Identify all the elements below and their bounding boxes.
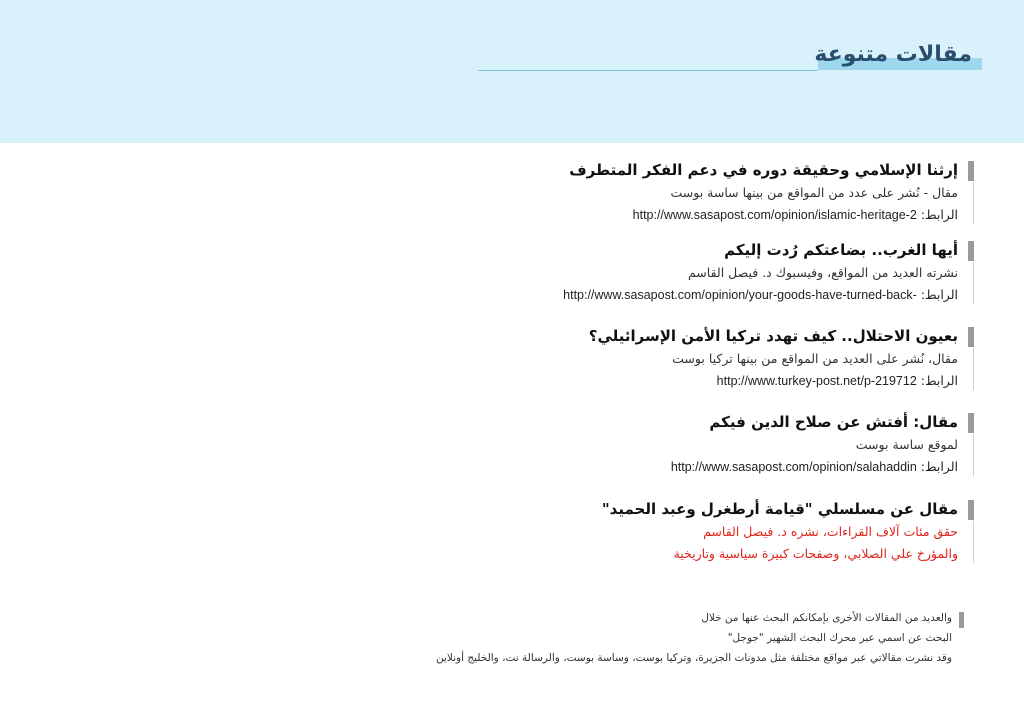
article-link-row bbox=[488, 284, 958, 306]
article-marker bbox=[968, 161, 974, 181]
article-title: مقال: أفتش عن صلاح الدين فيكم bbox=[709, 413, 958, 431]
link-label: الرابط: bbox=[920, 373, 958, 388]
article-title: بعيون الاحتلال.. كيف تهدد تركيا الأمن الإسرائيلي؟ bbox=[588, 327, 958, 345]
article-divider bbox=[973, 434, 974, 476]
footer-line: وقد نشرت مقالاتي عبر مواقع مختلفة مثل مدونات الجزيرة، وتركيا بوست، وساسة بوست، والرسالة نت، والخليج أونلاين bbox=[435, 652, 952, 664]
article-item bbox=[488, 497, 974, 565]
article-description: مقال، نُشر على العديد من المواقع من بينها تركيا بوست bbox=[672, 351, 958, 366]
article-item bbox=[488, 324, 974, 392]
article-description: لموقع ساسة بوست bbox=[855, 437, 958, 452]
article-url-link[interactable]: http://www.turkey-post.net/p-219712 bbox=[716, 374, 917, 388]
article-url-link[interactable]: http://www.sasapost.com/opinion/salahaddin bbox=[670, 460, 917, 474]
article-link-row bbox=[488, 204, 958, 226]
header-banner bbox=[0, 0, 1024, 143]
article-url-link[interactable]: http://www.sasapost.com/opinion/islamic-heritage-2 bbox=[632, 208, 917, 222]
article-description: مقال - نُشر على عدد من المواقع من بينها ساسة بوست bbox=[670, 185, 958, 200]
article-url-link[interactable]: http://www.sasapost.com/opinion/your-goods-have-turned-back- bbox=[563, 288, 917, 302]
article-divider bbox=[973, 348, 974, 390]
footer-line: والعديد من المقالات الأخرى بإمكانكم البحث عنها من خلال bbox=[701, 612, 952, 624]
footer-line: البحث عن اسمي عبر محرك البحث الشهير "جوجل" bbox=[727, 632, 952, 644]
article-item bbox=[488, 410, 974, 478]
article-title: مقال عن مسلسلي "قيامة أرطغرل وعبد الحميد" bbox=[601, 500, 958, 518]
link-label: الرابط: bbox=[920, 459, 958, 474]
link-label: الرابط: bbox=[920, 207, 958, 222]
footer-marker bbox=[959, 612, 964, 628]
section-title: مقالات متنوعة bbox=[814, 42, 972, 67]
article-marker bbox=[968, 500, 974, 520]
link-label: الرابط: bbox=[920, 287, 958, 302]
article-divider bbox=[973, 182, 974, 224]
article-item bbox=[488, 158, 974, 226]
article-link-row bbox=[488, 370, 958, 392]
title-underline bbox=[478, 70, 818, 71]
article-divider bbox=[973, 521, 974, 563]
article-description-highlight: والمؤرخ علي الصلابي، وصفحات كبيرة سياسية وتاريخية bbox=[673, 546, 958, 561]
article-description: نشرته العديد من المواقع، وفيسبوك د. فيصل القاسم bbox=[687, 265, 958, 280]
article-marker bbox=[968, 413, 974, 433]
article-title: إرثنا الإسلامي وحقيقة دوره في دعم الفكر المتطرف bbox=[569, 161, 958, 179]
article-title: أيها الغرب.. بضاعتكم رُدت إليكم bbox=[724, 241, 958, 259]
article-link-row bbox=[488, 456, 958, 478]
article-marker bbox=[968, 241, 974, 261]
article-divider bbox=[973, 262, 974, 304]
article-description-highlight: حقق مئات آلاف القراءات، نشره د. فيصل القاسم bbox=[703, 524, 958, 539]
footer-note bbox=[412, 608, 964, 668]
article-item bbox=[488, 238, 974, 306]
article-marker bbox=[968, 327, 974, 347]
